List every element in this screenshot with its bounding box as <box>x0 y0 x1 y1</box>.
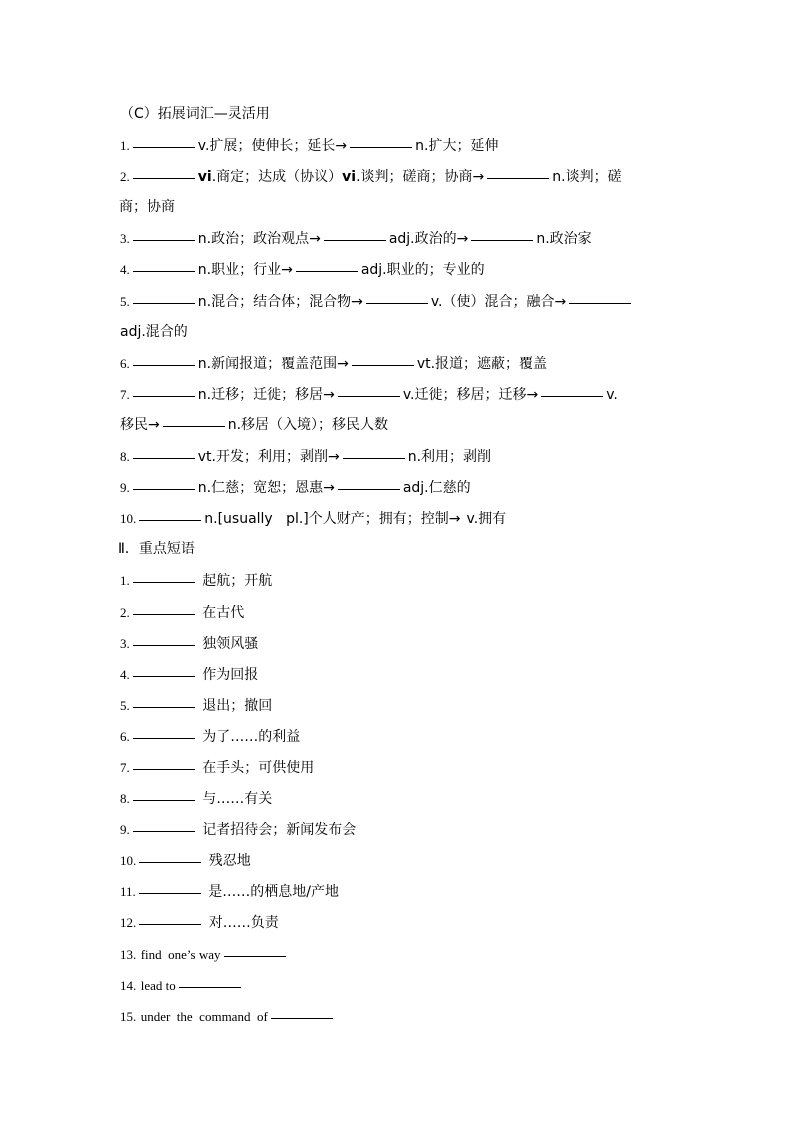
answer-blank[interactable] <box>366 302 428 304</box>
answer-blank[interactable] <box>139 519 201 521</box>
answer-blank[interactable] <box>338 395 400 397</box>
section-c-title: （C）拓展词汇—灵活用 <box>120 106 270 122</box>
list-item: 3. n.政治；政治观点→ adj.政治的→ n.政治家 <box>120 231 592 248</box>
phrase-item: 4. 作为回报 <box>120 666 259 683</box>
list-item: 6. n.新闻报道；覆盖范围→ vt.报道；遮蔽；覆盖 <box>120 355 548 372</box>
answer-blank[interactable] <box>133 395 195 397</box>
answer-blank[interactable] <box>133 830 195 832</box>
answer-blank[interactable] <box>133 675 195 677</box>
phrase-item: 12. 对……负责 <box>120 915 279 932</box>
list-item: 10. n.[usually pl.]个人财产；拥有；控制→ v.拥有 <box>120 511 507 528</box>
answer-blank[interactable] <box>133 488 195 490</box>
phrase-item: 13. find one’s way <box>120 939 680 970</box>
answer-blank[interactable] <box>133 177 195 179</box>
phrase-item: 10. 残忍地 <box>120 853 251 870</box>
list-item-continuation: 商；协商 <box>119 199 175 216</box>
answer-blank[interactable] <box>133 364 195 366</box>
answer-blank[interactable] <box>133 613 195 615</box>
answer-blank[interactable] <box>139 923 201 925</box>
list-item: 8. vt.开发；利用；剥削→ n.利用；剥削 <box>120 449 492 466</box>
answer-blank[interactable] <box>541 395 603 397</box>
answer-blank[interactable] <box>139 892 201 894</box>
answer-blank[interactable] <box>179 986 241 988</box>
answer-blank[interactable] <box>163 425 225 427</box>
phrase-item: 15. under the command of <box>120 1001 680 1032</box>
answer-blank[interactable] <box>296 270 358 272</box>
list-item-continuation: 移民→ n.移居（入境）；移民人数 <box>120 416 389 433</box>
answer-blank[interactable] <box>224 955 286 957</box>
answer-blank[interactable] <box>271 1017 333 1019</box>
answer-blank[interactable] <box>343 457 405 459</box>
phrase-item: 7. 在手头；可供使用 <box>120 759 315 776</box>
section-2-title: Ⅱ．重点短语 <box>118 541 195 558</box>
answer-blank[interactable] <box>352 364 414 366</box>
phrase-item: 1. 起航；开航 <box>120 573 273 590</box>
answer-blank[interactable] <box>133 239 195 241</box>
answer-blank[interactable] <box>133 737 195 739</box>
phrase-item: 14. lead to <box>120 970 680 1001</box>
list-item: 4. n.职业；行业→ adj.职业的；专业的 <box>120 262 485 279</box>
answer-blank[interactable] <box>487 177 549 179</box>
phrase-item: 3. 独领风骚 <box>120 635 259 652</box>
list-item: 1. v.扩展；使伸长；延长→ n.扩大；延伸 <box>120 138 499 155</box>
answer-blank[interactable] <box>139 861 201 863</box>
answer-blank[interactable] <box>471 239 533 241</box>
phrase-item: 9. 记者招待会；新闻发布会 <box>120 822 357 839</box>
phrase-item: 5. 退出；撤回 <box>120 697 273 714</box>
phrase-item: 11. 是……的栖息地/产地 <box>120 884 339 901</box>
list-item: 2. vi.商定；达成（协议）vi.谈判；磋商；协商→ n.谈判；磋 <box>120 169 622 186</box>
phrase-item: 8. 与……有关 <box>120 791 273 808</box>
answer-blank[interactable] <box>350 146 412 148</box>
answer-blank[interactable] <box>133 706 195 708</box>
phrase-item: 6. 为了……的利益 <box>120 728 301 745</box>
answer-blank[interactable] <box>133 799 195 801</box>
answer-blank[interactable] <box>133 302 195 304</box>
list-item: 7. n.迁移；迁徙；移居→ v.迁徙；移居；迁移→ v. <box>120 386 618 403</box>
list-item: 5. n.混合；结合体；混合物→ v.（使）混合；融合→ <box>120 286 680 317</box>
list-item-continuation: adj.混合的 <box>120 323 188 340</box>
answer-blank[interactable] <box>133 644 195 646</box>
answer-blank[interactable] <box>569 302 631 304</box>
worksheet <box>120 99 680 1032</box>
answer-blank[interactable] <box>133 146 195 148</box>
phrase-item: 2. 在古代 <box>120 604 245 621</box>
answer-blank[interactable] <box>133 457 195 459</box>
answer-blank[interactable] <box>338 488 400 490</box>
answer-blank[interactable] <box>133 581 195 583</box>
answer-blank[interactable] <box>324 239 386 241</box>
answer-blank[interactable] <box>133 768 195 770</box>
answer-blank[interactable] <box>133 270 195 272</box>
list-item: 9. n.仁慈；宽恕；恩惠→ adj.仁慈的 <box>120 480 471 497</box>
